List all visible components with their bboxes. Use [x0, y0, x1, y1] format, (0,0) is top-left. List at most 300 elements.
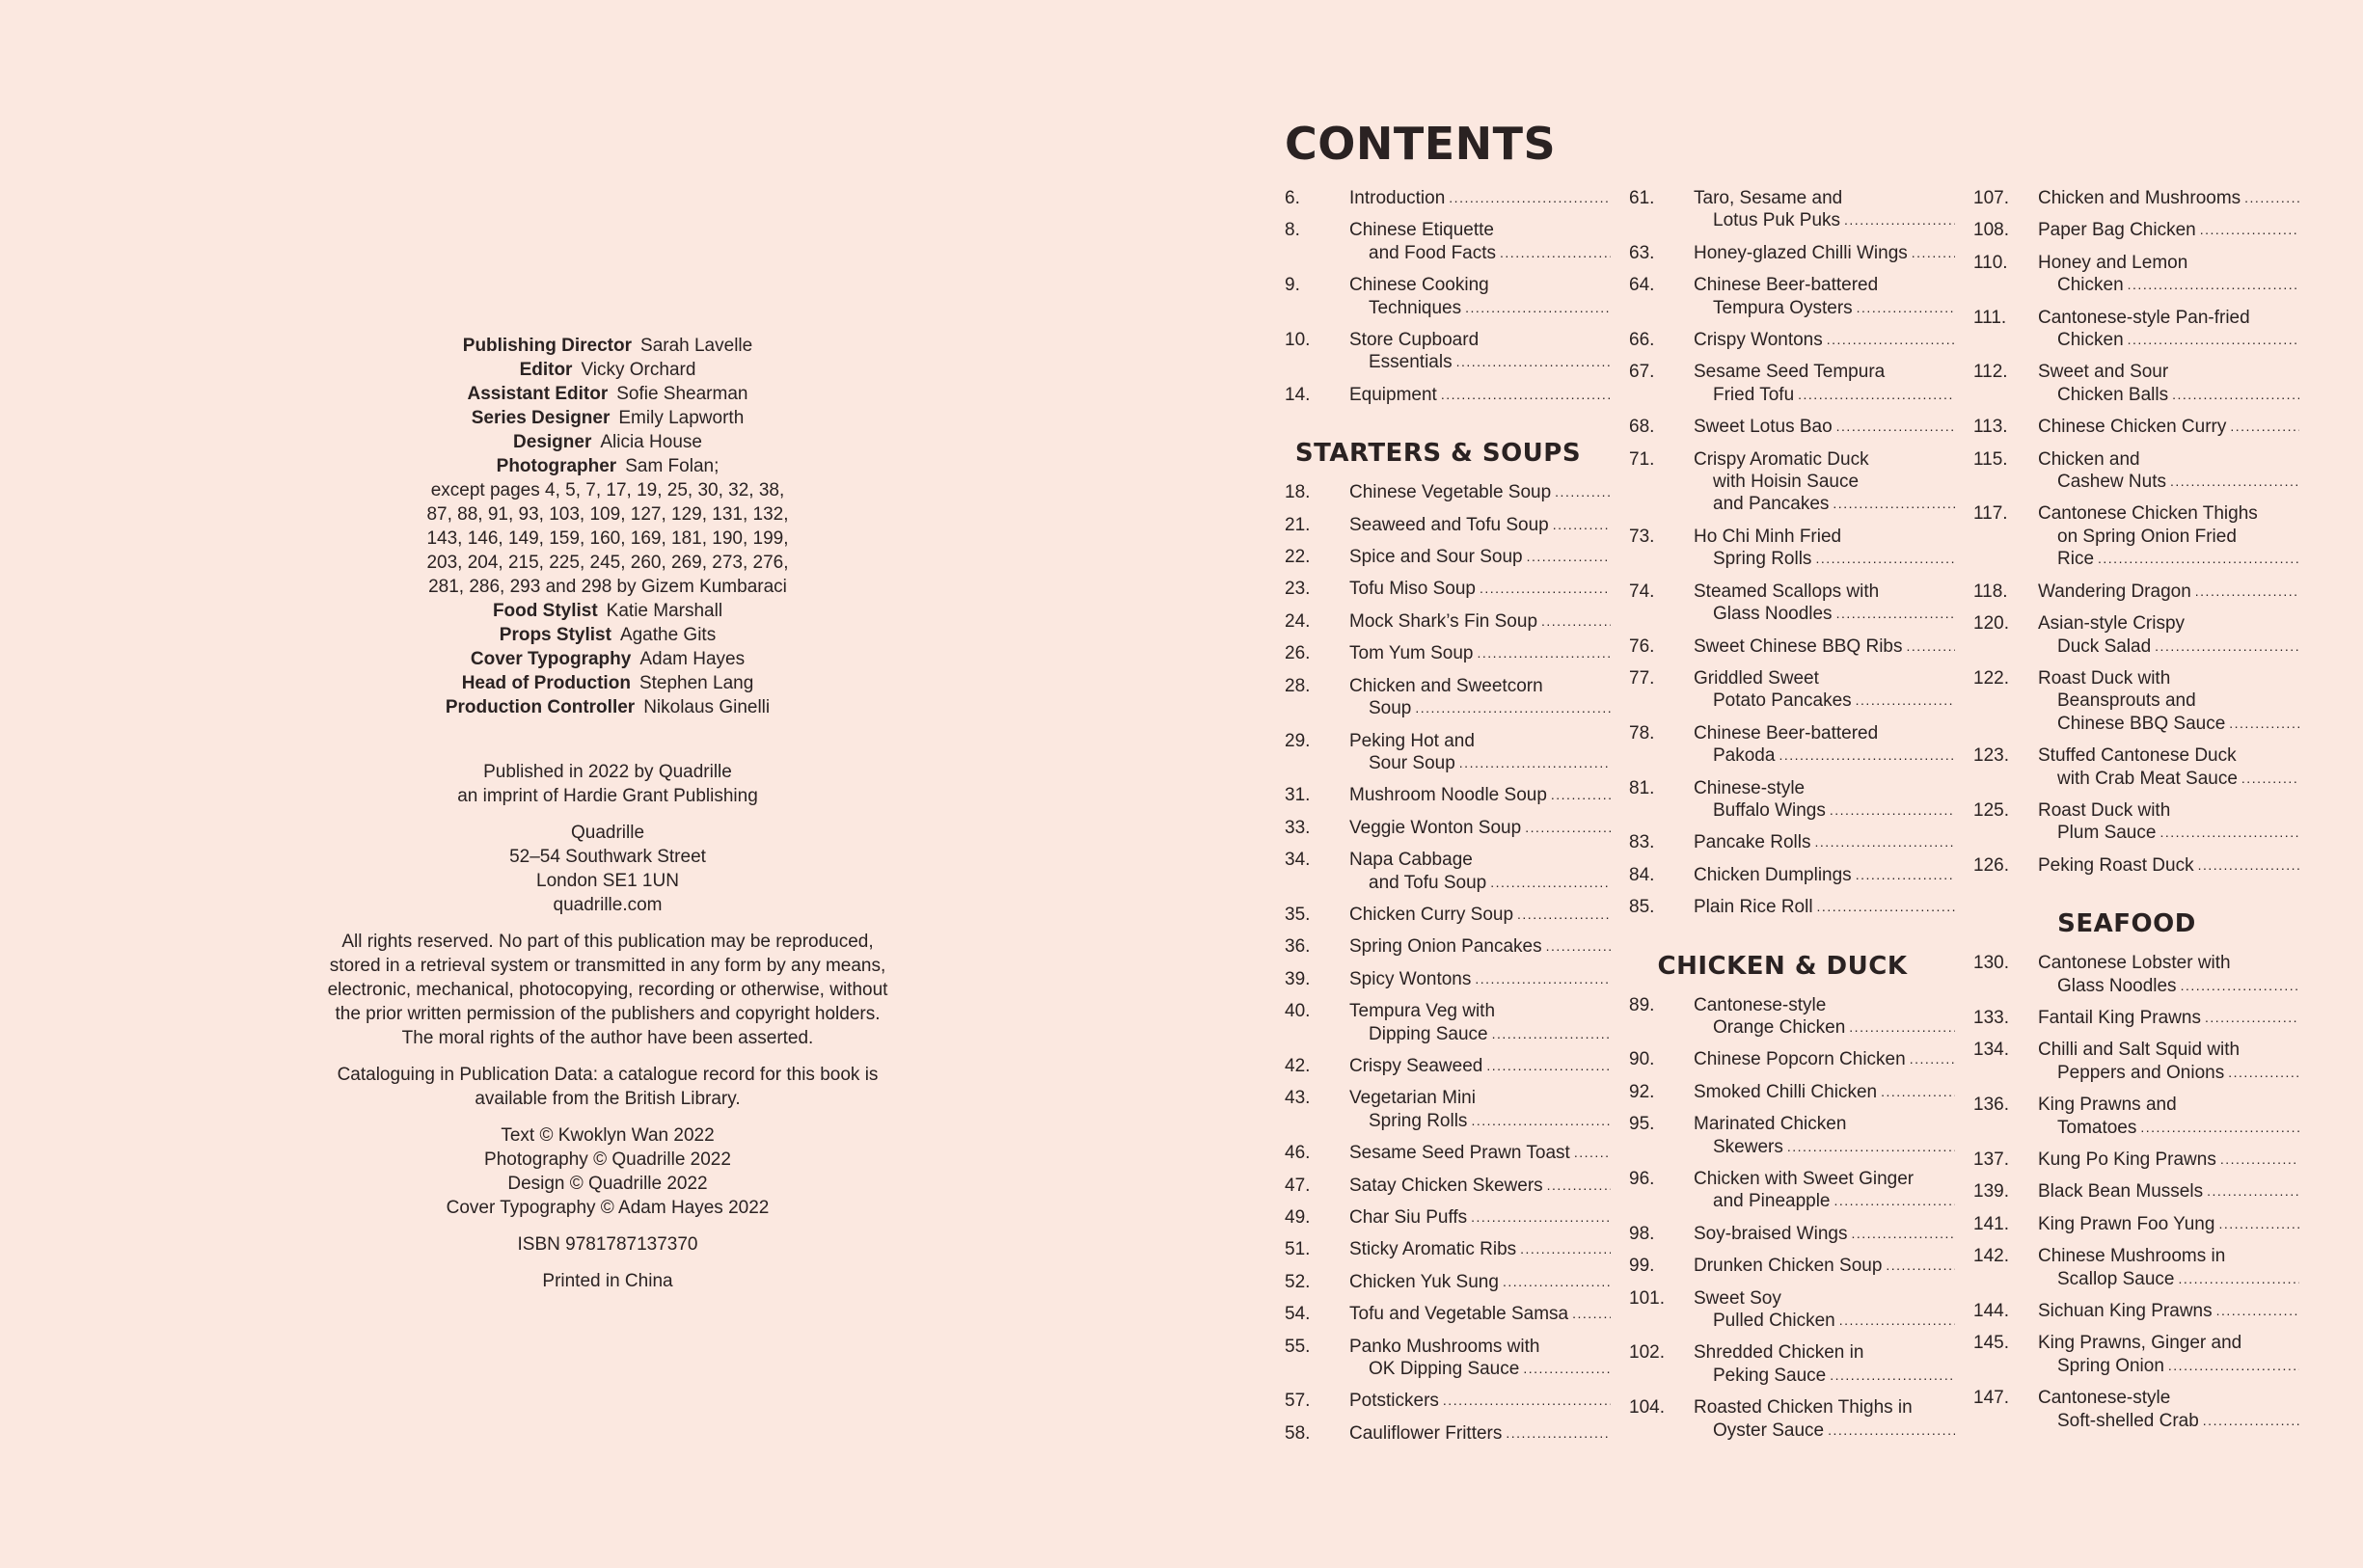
entry-title-line: [1694, 1310, 1955, 1332]
entry-title-text: Smoked Chilli Chicken: [1694, 1081, 1878, 1102]
credit-role: Photographer: [496, 456, 617, 476]
entry-title: [2038, 1180, 2299, 1203]
page-number: 101.: [1629, 1287, 1665, 1309]
dot-leader: [2128, 329, 2299, 351]
contents-entry[interactable]: [1973, 1094, 2299, 1139]
contents-entry[interactable]: [1629, 187, 1955, 232]
credit-name: Sam Folan;: [625, 456, 720, 476]
entry-title-text: Kung Po King Prawns: [2038, 1149, 2216, 1170]
entry-title: [1694, 667, 1955, 713]
entry-title-line: [1694, 1341, 1955, 1364]
contents-entry[interactable]: [1629, 361, 1955, 406]
contents-entry[interactable]: [1629, 526, 1955, 571]
contents-entry[interactable]: [1629, 581, 1955, 626]
page-number: 145.: [1973, 1333, 2009, 1354]
contents-column-2: [1629, 187, 1955, 1451]
page-number: 42.: [1285, 1055, 1311, 1076]
contents-entry[interactable]: [1973, 799, 2299, 845]
contents-entry[interactable]: [1285, 578, 1611, 600]
entry-title: [1349, 1422, 1611, 1445]
entry-title-line: [1694, 471, 1955, 493]
contents-entry[interactable]: [1629, 448, 1955, 516]
contents-entry[interactable]: [1629, 1223, 1955, 1245]
contents-entry[interactable]: [1629, 242, 1955, 264]
page-number: 14.: [1285, 384, 1311, 405]
page-number: 24.: [1285, 610, 1311, 632]
entry-title: [1349, 1000, 1611, 1045]
entry-title-text: Sesame Seed Prawn Toast: [1349, 1143, 1570, 1164]
dot-leader: [2200, 219, 2299, 241]
dot-leader: [1836, 603, 1955, 625]
dot-leader: [1475, 968, 1611, 990]
dot-leader: [1815, 548, 1955, 570]
contents-entry[interactable]: [1973, 667, 2299, 735]
entry-title-line: [2038, 1094, 2299, 1116]
page-number: 58.: [1285, 1422, 1311, 1444]
credit-role: Publishing Director: [462, 336, 633, 356]
entry-title-line: [1349, 1175, 1611, 1197]
page-number: 49.: [1285, 1207, 1311, 1228]
contents-entry[interactable]: [1285, 675, 1611, 720]
dot-leader: [1471, 1206, 1611, 1229]
entry-title-line: [2038, 361, 2299, 383]
entry-title-text: Black Bean Mussels: [2038, 1181, 2204, 1203]
credit-line: [318, 406, 897, 430]
contents-entry[interactable]: [1629, 1396, 1955, 1442]
entry-title-text: Sesame Seed Tempura: [1694, 362, 1886, 383]
page-number: 52.: [1285, 1271, 1311, 1292]
publisher-block: [318, 760, 897, 808]
entry-title-line: [2038, 307, 2299, 329]
contents-entry[interactable]: [1629, 994, 1955, 1040]
contents-entry[interactable]: [1973, 744, 2299, 790]
contents-entry[interactable]: [1285, 1303, 1611, 1325]
contents-entry[interactable]: [1973, 1039, 2299, 1084]
entry-title-text: Peppers and Onions: [2057, 1062, 2225, 1083]
contents-entry[interactable]: [1629, 667, 1955, 713]
entry-title-text: Sticky Aromatic Ribs: [1349, 1239, 1517, 1260]
contents-entry[interactable]: [1285, 849, 1611, 894]
entry-title-line: [2038, 635, 2299, 658]
dot-leader: [2230, 416, 2299, 438]
page-number: 54.: [1285, 1304, 1311, 1325]
entry-title-line: [2038, 1062, 2299, 1084]
entry-title-text: Drunken Chicken Soup: [1694, 1256, 1883, 1277]
dot-leader: [1910, 1048, 1955, 1070]
entry-title-line: [1349, 752, 1611, 774]
contents-column-3: [1973, 187, 2299, 1442]
contents-entry[interactable]: [1973, 854, 2299, 877]
entry-title-line: [1349, 1110, 1611, 1132]
entry-title-line: [2038, 1355, 2299, 1377]
entry-title-text: on Spring Onion Fried: [2057, 526, 2237, 547]
dot-leader: [1827, 329, 1955, 351]
page-number: 81.: [1629, 777, 1655, 798]
entry-title-text: Buffalo Wings: [1713, 799, 1826, 821]
contents-entry[interactable]: [1285, 187, 1611, 209]
contents-entry[interactable]: [1973, 581, 2299, 603]
dot-leader: [1546, 935, 1611, 958]
entry-title-text: Spring Rolls: [1713, 549, 1812, 570]
dot-leader: [1456, 351, 1611, 373]
dot-leader: [1441, 384, 1611, 406]
entry-title-line: [2038, 329, 2299, 351]
contents-entry[interactable]: [1973, 1007, 2299, 1029]
contents-entry[interactable]: [1973, 1180, 2299, 1203]
contents-entry[interactable]: [1285, 1175, 1611, 1197]
contents-entry[interactable]: [1285, 1087, 1611, 1132]
page-number: 92.: [1629, 1081, 1655, 1102]
entry-title-text: King Prawns and: [2038, 1095, 2177, 1116]
entry-title-text: Spring Rolls: [1369, 1110, 1468, 1131]
page-number: 108.: [1973, 220, 2009, 241]
credits-list: [318, 334, 897, 719]
dot-leader: [1465, 297, 1611, 319]
entry-title: [1694, 864, 1955, 886]
dot-leader: [1415, 697, 1611, 719]
entry-title-line: [1349, 675, 1611, 697]
entry-title: [2038, 1007, 2299, 1029]
entry-title-text: Roast Duck with: [2038, 667, 2171, 689]
entry-title-text: OK Dipping Sauce: [1369, 1359, 1520, 1380]
dot-leader: [2155, 635, 2299, 658]
imprint-page: [318, 334, 897, 1293]
entry-title: [1694, 448, 1955, 516]
contents-entry[interactable]: [1973, 502, 2299, 570]
entry-title: [2038, 854, 2299, 877]
dot-leader: [1500, 242, 1611, 264]
contents-entry[interactable]: [1629, 864, 1955, 886]
dot-leader: [2140, 1117, 2299, 1139]
entry-title-line: [1694, 209, 1955, 231]
address-line: Quadrille: [570, 823, 645, 843]
contents-entry[interactable]: [1973, 187, 2299, 209]
contents-entry[interactable]: [1973, 1387, 2299, 1432]
entry-title-text: Chinese Cooking: [1349, 275, 1489, 296]
page-number: 36.: [1285, 936, 1311, 958]
contents-entry[interactable]: [1973, 416, 2299, 438]
entry-title-line: [1694, 864, 1955, 886]
section-heading: SEAFOOD: [2057, 909, 2196, 939]
contents-entry[interactable]: [1285, 546, 1611, 568]
entry-title: [1694, 1223, 1955, 1245]
entry-title-line: [1694, 548, 1955, 570]
entry-title-line: [2038, 416, 2299, 438]
page-number: 122.: [1973, 667, 2009, 689]
contents-entry[interactable]: [1285, 274, 1611, 319]
entry-title-line: [1694, 744, 1955, 767]
contents-entry[interactable]: [1285, 329, 1611, 374]
contents-entry[interactable]: [1285, 1422, 1611, 1445]
entry-title-line: [1349, 1087, 1611, 1109]
entry-title: [1349, 1175, 1611, 1197]
credit-line: [318, 623, 897, 647]
entry-title-text: Mushroom Noodle Soup: [1349, 785, 1547, 806]
entry-title-text: Chicken and Mushrooms: [2038, 188, 2241, 208]
entry-title-text: Taro, Sesame and: [1694, 188, 1843, 208]
entry-title-text: Potato Pancakes: [1713, 690, 1852, 712]
contents-entry[interactable]: [1285, 1271, 1611, 1293]
credit-role: Designer: [513, 432, 592, 452]
entry-title: [1694, 1168, 1955, 1213]
page-number: 125.: [1973, 799, 2009, 821]
contents-entry[interactable]: [1285, 1206, 1611, 1229]
entry-title-text: Panko Mushrooms with: [1349, 1336, 1540, 1357]
entry-title-text: Peking Hot and: [1349, 730, 1475, 751]
contents-entry[interactable]: [1973, 1149, 2299, 1171]
entry-title: [1349, 514, 1611, 536]
entry-title-text: Essentials: [1369, 352, 1453, 373]
entry-title: [1349, 817, 1611, 839]
copyright-block: [318, 1123, 897, 1220]
entry-title-text: Techniques: [1369, 297, 1462, 318]
contents-entry[interactable]: [1285, 935, 1611, 958]
entry-title-text: Introduction: [1349, 188, 1446, 208]
contents-entry[interactable]: [1629, 1287, 1955, 1333]
contents-entry[interactable]: [1285, 1238, 1611, 1260]
entry-title-text: King Prawns, Ginger and: [2038, 1333, 2242, 1354]
entry-title-line: [1694, 1223, 1955, 1245]
contents-entry[interactable]: [1285, 1142, 1611, 1164]
entry-title-text: and Tofu Soup: [1369, 872, 1487, 893]
entry-title-text: Glass Noodles: [2057, 975, 2177, 996]
dot-leader: [1547, 1175, 1611, 1197]
contents-entry[interactable]: [1285, 384, 1611, 406]
contents-entry[interactable]: [1629, 1341, 1955, 1387]
contents-entry[interactable]: [1973, 361, 2299, 406]
entry-title-text: Equipment: [1349, 384, 1437, 405]
entry-title-line: [1694, 1287, 1955, 1310]
entry-title-line: [1694, 526, 1955, 548]
entry-title-line: [2038, 1007, 2299, 1029]
contents-entry[interactable]: [1285, 514, 1611, 536]
entry-title-text: Store Cupboard: [1349, 330, 1480, 351]
page-number: 40.: [1285, 1001, 1311, 1022]
contents-entry[interactable]: [1285, 1055, 1611, 1077]
contents-entry[interactable]: [1629, 1081, 1955, 1103]
contents-entry[interactable]: [1629, 831, 1955, 853]
entry-title-line: [2038, 744, 2299, 767]
entry-title: [2038, 581, 2299, 603]
credit-name: Sofie Shearman: [616, 384, 748, 404]
page-number: 98.: [1629, 1223, 1655, 1244]
copyright-line: Cover Typography © Adam Hayes 2022: [446, 1198, 770, 1218]
entry-title-text: Peking Sauce: [1713, 1365, 1827, 1386]
credit-name: Emily Lapworth: [618, 408, 745, 428]
contents-entry[interactable]: [1973, 252, 2299, 297]
entry-title-text: Sweet Soy: [1694, 1287, 1781, 1309]
entry-title-line: [1694, 722, 1955, 744]
entry-title-line: [1349, 329, 1611, 351]
contents-entry[interactable]: [1629, 1255, 1955, 1277]
contents-entry[interactable]: [1629, 1113, 1955, 1158]
contents-entry[interactable]: [1285, 219, 1611, 264]
entry-title-line: [1349, 935, 1611, 958]
page-number: 78.: [1629, 722, 1655, 743]
contents-entry[interactable]: [1629, 416, 1955, 438]
entry-title-text: Oyster Sauce: [1713, 1419, 1825, 1441]
page-number: 43.: [1285, 1088, 1311, 1109]
entry-title-text: Glass Noodles: [1713, 604, 1833, 625]
dot-leader: [1520, 1238, 1611, 1260]
dot-leader: [2195, 581, 2299, 603]
contents-entry[interactable]: [1285, 904, 1611, 926]
page-number: 57.: [1285, 1391, 1311, 1412]
page-number: 113.: [1973, 417, 2008, 438]
credit-name: Stephen Lang: [638, 673, 754, 693]
entry-title-text: Chinese Vegetable Soup: [1349, 482, 1552, 503]
entry-title: [1349, 1238, 1611, 1260]
entry-title-line: [1694, 581, 1955, 603]
contents-entry[interactable]: [1629, 1048, 1955, 1070]
contents-entry[interactable]: [1973, 448, 2299, 494]
dot-leader: [2128, 274, 2299, 296]
entry-title-line: [1694, 187, 1955, 209]
contents-entry[interactable]: [1973, 612, 2299, 658]
page-number: 90.: [1629, 1049, 1655, 1070]
entry-title: [1349, 675, 1611, 720]
credit-role: Production Controller: [445, 697, 636, 717]
entry-title-text: Chinese Etiquette: [1349, 220, 1494, 241]
contents-entry[interactable]: [1973, 307, 2299, 352]
entry-title-line: [1694, 777, 1955, 799]
entry-title: [1694, 526, 1955, 571]
page-number: 95.: [1629, 1114, 1655, 1135]
entry-title-line: [2038, 1149, 2299, 1171]
entry-title: [1349, 1303, 1611, 1325]
contents-entry[interactable]: [1285, 968, 1611, 990]
printed-in: Printed in China: [542, 1271, 673, 1291]
credit-line: [318, 358, 897, 382]
entry-title-line: [2038, 1117, 2299, 1139]
entry-title: [2038, 744, 2299, 790]
entry-title-text: Chicken with Sweet Ginger: [1694, 1169, 1915, 1189]
contents-entry[interactable]: [1629, 1168, 1955, 1213]
entry-title-line: [1694, 1136, 1955, 1158]
entry-title-text: Tomatoes: [2057, 1117, 2137, 1138]
contents-entry[interactable]: [1973, 219, 2299, 241]
contents-entry[interactable]: [1629, 777, 1955, 823]
dot-leader: [2207, 1180, 2299, 1203]
dot-leader: [1478, 642, 1611, 664]
dot-leader: [1814, 831, 1955, 853]
contents-entry[interactable]: [1285, 730, 1611, 775]
contents-entry[interactable]: [1285, 610, 1611, 633]
entry-title-line: [1694, 1113, 1955, 1135]
page-number: 22.: [1285, 547, 1311, 568]
entry-title-text: and Pineapple: [1713, 1191, 1831, 1212]
entry-title-line: [1349, 514, 1611, 536]
entry-title-text: Chinese Popcorn Chicken: [1694, 1049, 1906, 1070]
page-number: 102.: [1629, 1342, 1665, 1364]
entry-title-line: [1349, 849, 1611, 871]
credit-line: [318, 334, 897, 358]
dot-leader: [2203, 1410, 2299, 1432]
dot-leader: [1817, 896, 1955, 918]
page-number: 144.: [1973, 1301, 2009, 1322]
entry-title-line: [1694, 667, 1955, 689]
entry-title: [1694, 242, 1955, 264]
entry-title: [1694, 994, 1955, 1040]
entry-title-line: [1349, 1271, 1611, 1293]
contents-entry[interactable]: [1629, 635, 1955, 658]
entry-title-text: Cantonese-style: [2038, 1388, 2171, 1409]
entry-title-text: Wandering Dragon: [2038, 581, 2191, 602]
page-number: 76.: [1629, 635, 1655, 657]
entry-title: [1349, 578, 1611, 600]
dot-leader: [1857, 297, 1955, 319]
contents-entry[interactable]: [1285, 784, 1611, 806]
dot-leader: [2098, 548, 2299, 570]
dot-leader: [1572, 1303, 1611, 1325]
contents-entry[interactable]: [1285, 481, 1611, 503]
credit-name: Sarah Lavelle: [640, 336, 753, 356]
entry-title: [1694, 1396, 1955, 1442]
contents-entry[interactable]: [1629, 329, 1955, 351]
page-number: 118.: [1973, 581, 2008, 602]
dot-leader: [1907, 635, 1956, 658]
page-number: 133.: [1973, 1007, 2009, 1028]
entry-title-line: [2038, 799, 2299, 822]
entry-title: [2038, 1300, 2299, 1322]
dot-leader: [1856, 864, 1955, 886]
page-number: 10.: [1285, 330, 1311, 351]
contents-entry[interactable]: [1973, 1213, 2299, 1235]
page-number: 141.: [1973, 1213, 2009, 1234]
entry-title: [2038, 361, 2299, 406]
dot-leader: [1849, 1016, 1955, 1039]
entry-title-line: [2038, 187, 2299, 209]
cataloguing-statement: Cataloguing in Publication Data: a catalogue record for this book is available from the British Library.: [337, 1065, 879, 1109]
contents-entry[interactable]: [1285, 642, 1611, 664]
contents-entry[interactable]: [1285, 1000, 1611, 1045]
entry-title-text: Cantonese-style Pan-fried: [2038, 307, 2250, 328]
contents-entry[interactable]: [1973, 1300, 2299, 1322]
contents-entry[interactable]: [1629, 896, 1955, 918]
contents-entry[interactable]: [1973, 952, 2299, 997]
contents-entry[interactable]: [1629, 722, 1955, 768]
contents-entry[interactable]: [1285, 1336, 1611, 1381]
dot-leader: [2178, 1268, 2299, 1290]
entry-title-line: [1349, 1238, 1611, 1260]
contents-title: CONTENTS: [1285, 118, 1557, 170]
page-number: 64.: [1629, 275, 1655, 296]
photo-credit-line: 143, 146, 149, 159, 160, 169, 181, 190, 199,: [426, 528, 789, 549]
contents-entry[interactable]: [1973, 1245, 2299, 1290]
entry-title-line: [1349, 1000, 1611, 1022]
dot-leader: [1834, 1190, 1956, 1212]
entry-title-line: [1694, 297, 1955, 319]
credit-role: Editor: [519, 360, 573, 380]
entry-title-line: [1349, 1206, 1611, 1229]
entry-title: [1694, 1287, 1955, 1333]
entry-title-line: [2038, 1332, 2299, 1354]
entry-title-text: Sweet Lotus Bao: [1694, 417, 1833, 438]
contents-entry[interactable]: [1285, 817, 1611, 839]
entry-title-text: Satay Chicken Skewers: [1349, 1175, 1543, 1196]
contents-entry[interactable]: [1285, 1390, 1611, 1412]
page-number: 112.: [1973, 362, 2008, 383]
entry-title-line: [1694, 416, 1955, 438]
dot-leader: [1443, 1390, 1611, 1412]
entry-title-text: Spicy Wontons: [1349, 968, 1472, 989]
page-number: 68.: [1629, 417, 1655, 438]
contents-entry[interactable]: [1629, 274, 1955, 319]
dot-leader: [1830, 799, 1955, 822]
contents-entry[interactable]: [1973, 1332, 2299, 1377]
entry-title-text: Plum Sauce: [2057, 823, 2157, 844]
entry-title-line: [1694, 799, 1955, 822]
